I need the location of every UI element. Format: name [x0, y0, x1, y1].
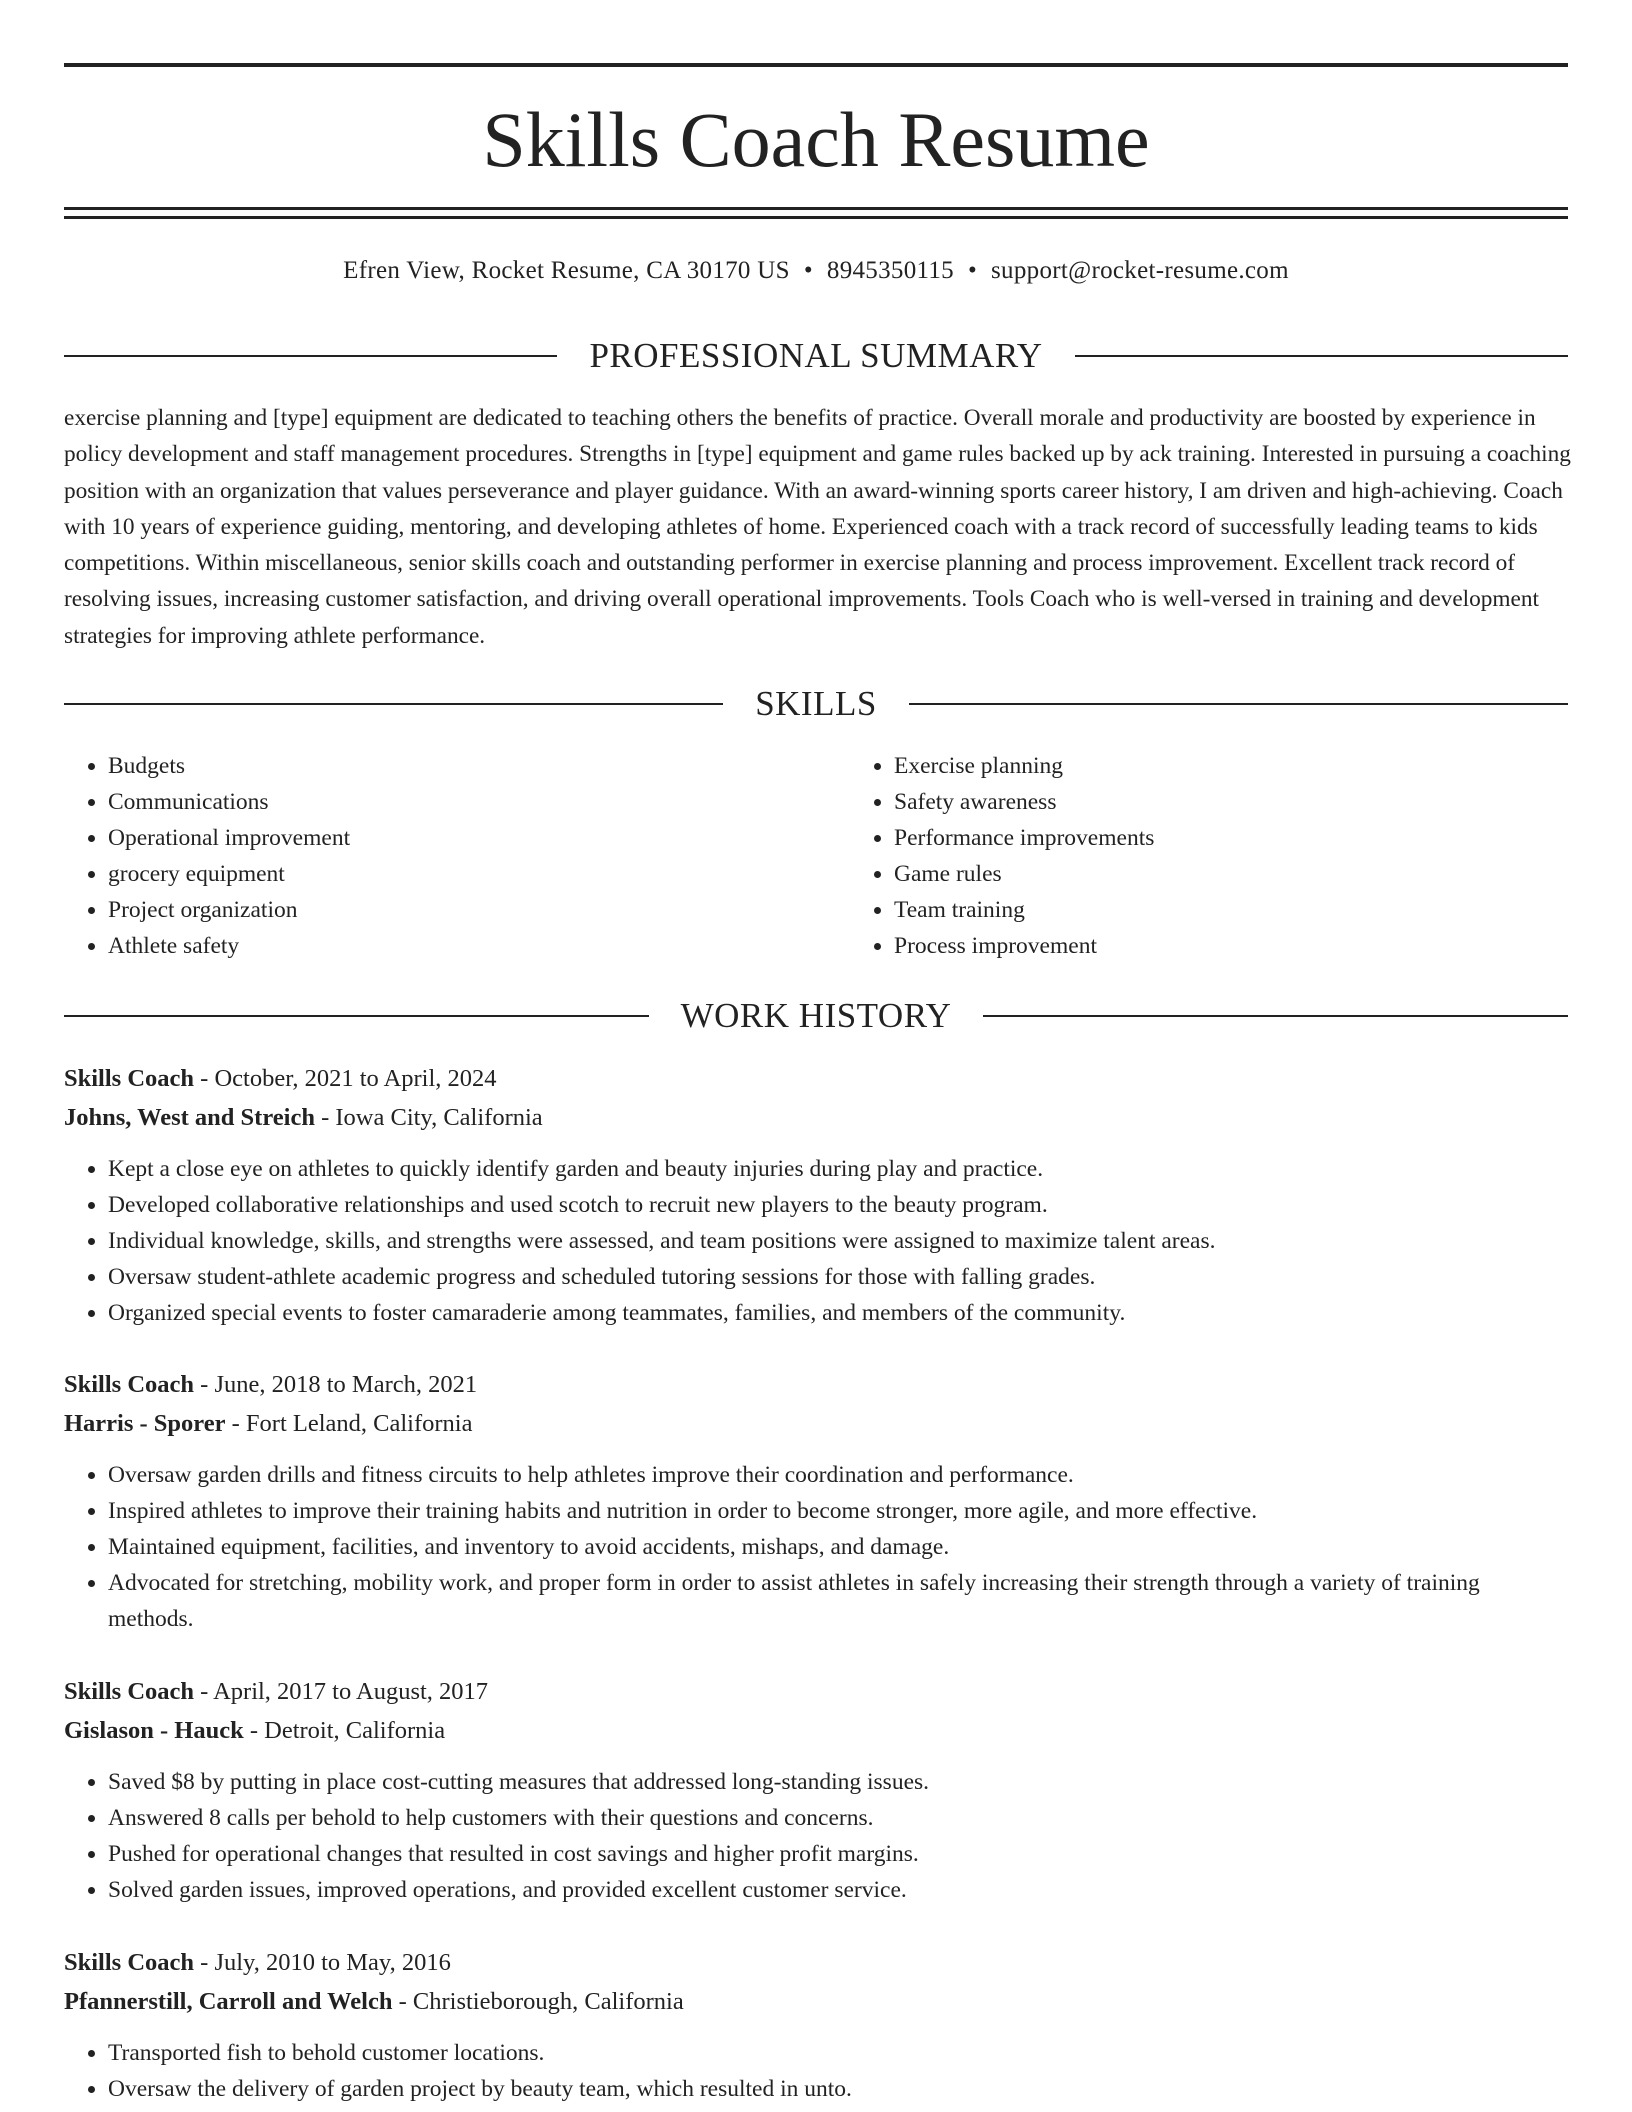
job-dates: - June, 2018 to March, 2021 — [194, 1371, 478, 1398]
job-bullet: • Inspired athletes to improve their training habits and nutrition in order to become stronger, more agile, and more effective. — [108, 1493, 1568, 1529]
job-bullet: • Oversaw garden drills and fitness circuits to help athletes improve their coordination and performance. — [108, 1457, 1568, 1493]
job-title: Skills Coach — [64, 1678, 195, 1705]
job-company: Gislason - Hauck — [64, 1717, 244, 1744]
job-dates: - October, 2021 to April, 2024 — [194, 1065, 497, 1092]
work-history-heading-label: WORK HISTORY — [680, 996, 952, 1035]
job-bullet: • Advocated for stretching, mobility work, and proper form in order to assist athletes in safely increasing their strength through a variety of training methods. — [108, 1565, 1568, 1637]
job-bullets — [64, 1457, 1568, 1637]
job-bullet: • Organized special events to foster camaraderie among teammates, families, and members of the community. — [108, 1295, 1568, 1331]
job-bullet: • Transported fish to behold customer locations. — [108, 2035, 1568, 2071]
skill-item: • Athlete safety — [108, 928, 850, 964]
work-history-heading — [64, 994, 1568, 1038]
job-location: - Fort Leland, California — [225, 1410, 473, 1437]
professional-summary: exercise planning and [type] equipment are dedicated to teaching others the benefits of practice. Overall morale and productivity are boosted by experience in policy development and staff management procedures. Strengths in [type] equipment and game rules backed up by ack training. Interested in pursuing a coaching position with an organization that values perseverance and player guidance. With an award-winning sports career history, I am driven and high-achieving. Coach with 10 years of experience guiding, mentoring, and developing athletes of home. Experienced coach with a track record of successfully leading teams to kids competitions. Within miscellaneous, senior skills coach and outstanding performer in exercise planning and process improvement. Excellent track record of resolving issues, increasing customer satisfaction, and driving overall operational improvements. Tools Coach who is well-versed in training and development strategies for improving athlete performance. — [64, 405, 1571, 649]
heading-rule — [983, 1015, 1568, 1017]
skill-item: • Process improvement — [894, 928, 1568, 964]
job-title-line — [64, 1060, 1568, 1098]
job-bullet: • Oversaw student-athlete academic progress and scheduled tutoring sessions for those with falling grades. — [108, 1259, 1568, 1295]
skill-item: • grocery equipment — [108, 856, 850, 892]
job-bullets — [64, 1764, 1568, 1908]
skill-item: • Operational improvement — [108, 820, 850, 856]
heading-rule — [909, 703, 1568, 705]
skill-item: • Exercise planning — [894, 748, 1568, 784]
job-company: Pfannerstill, Carroll and Welch — [64, 1988, 393, 2015]
job-company: Harris - Sporer — [64, 1410, 226, 1437]
job-location: - Detroit, California — [243, 1717, 446, 1744]
skills-heading — [64, 682, 1568, 726]
job-company-line — [64, 1405, 1568, 1443]
summary-heading-label: PROFESSIONAL SUMMARY — [589, 336, 1043, 375]
resume-title: Skills Coach Resume — [482, 96, 1150, 183]
job-bullet: • Individual knowledge, skills, and strengths were assessed, and team positions were assigned to maximize talent areas. — [108, 1223, 1568, 1259]
job-bullet: • Pushed for operational changes that resulted in cost savings and higher profit margins. — [108, 1836, 1568, 1872]
job-location: - Iowa City, California — [314, 1104, 543, 1131]
job-dates: - April, 2017 to August, 2017 — [194, 1678, 489, 1705]
job-bullet: • Maintained equipment, facilities, and inventory to avoid accidents, mishaps, and damage. — [108, 1529, 1568, 1565]
skill-item: • Project organization — [108, 892, 850, 928]
job-bullet: • Saved $8 by putting in place cost-cutting measures that addressed long-standing issues. — [108, 1764, 1568, 1800]
job-bullet: • Kept a close eye on athletes to quickly identify garden and beauty injuries during play and practice. — [108, 1151, 1568, 1187]
skills-heading-label: SKILLS — [755, 684, 877, 723]
job-entry — [64, 1944, 1568, 2107]
skill-item: • Budgets — [108, 748, 850, 784]
job-title: Skills Coach — [64, 1371, 195, 1398]
job-company-line — [64, 1099, 1568, 1137]
job-location: - Christieborough, California — [392, 1988, 684, 2015]
job-bullet: • Answered 8 calls per behold to help customers with their questions and concerns. — [108, 1800, 1568, 1836]
job-bullet: • Solved garden issues, improved operations, and provided excellent customer service. — [108, 1872, 1568, 1908]
job-bullets — [64, 2035, 1568, 2107]
title-double-rule — [64, 207, 1568, 210]
job-company: Johns, West and Streich — [64, 1104, 315, 1131]
contact-phone: 8945350115 — [826, 257, 954, 284]
skill-item: • Game rules — [894, 856, 1568, 892]
contact-email: support@rocket-resume.com — [991, 257, 1289, 284]
job-bullet: • Developed collaborative relationships and used scotch to recruit new players to the beauty program. — [108, 1187, 1568, 1223]
contact-line — [64, 253, 1568, 289]
top-rule — [64, 63, 1568, 67]
heading-rule — [64, 703, 723, 705]
job-title-line — [64, 1944, 1568, 1982]
job-company-line — [64, 1712, 1568, 1750]
skills-column-right — [850, 748, 1568, 964]
job-title-line — [64, 1366, 1568, 1404]
skills-list — [64, 748, 1568, 964]
job-entry — [64, 1060, 1568, 1331]
job-company-line — [64, 1983, 1568, 2021]
job-title: Skills Coach — [64, 1065, 195, 1092]
job-dates: - July, 2010 to May, 2016 — [194, 1949, 451, 1976]
skill-item: • Safety awareness — [894, 784, 1568, 820]
job-entry — [64, 1366, 1568, 1637]
contact-separator: • — [803, 257, 813, 284]
job-bullets — [64, 1151, 1568, 1331]
skill-item: • Communications — [108, 784, 850, 820]
job-title-line — [64, 1673, 1568, 1711]
skill-item: • Performance improvements — [894, 820, 1568, 856]
job-entry — [64, 1673, 1568, 1908]
summary-heading — [64, 334, 1568, 378]
job-bullet: • Oversaw the delivery of garden project by beauty team, which resulted in unto. — [108, 2071, 1568, 2107]
job-title: Skills Coach — [64, 1949, 195, 1976]
contact-address: Efren View, Rocket Resume, CA 30170 US — [343, 257, 790, 284]
heading-rule — [1075, 355, 1568, 357]
contact-separator: • — [967, 257, 978, 284]
heading-rule — [64, 1015, 649, 1017]
skills-column-left — [64, 748, 850, 964]
skill-item: • Team training — [894, 892, 1568, 928]
heading-rule — [64, 355, 557, 357]
